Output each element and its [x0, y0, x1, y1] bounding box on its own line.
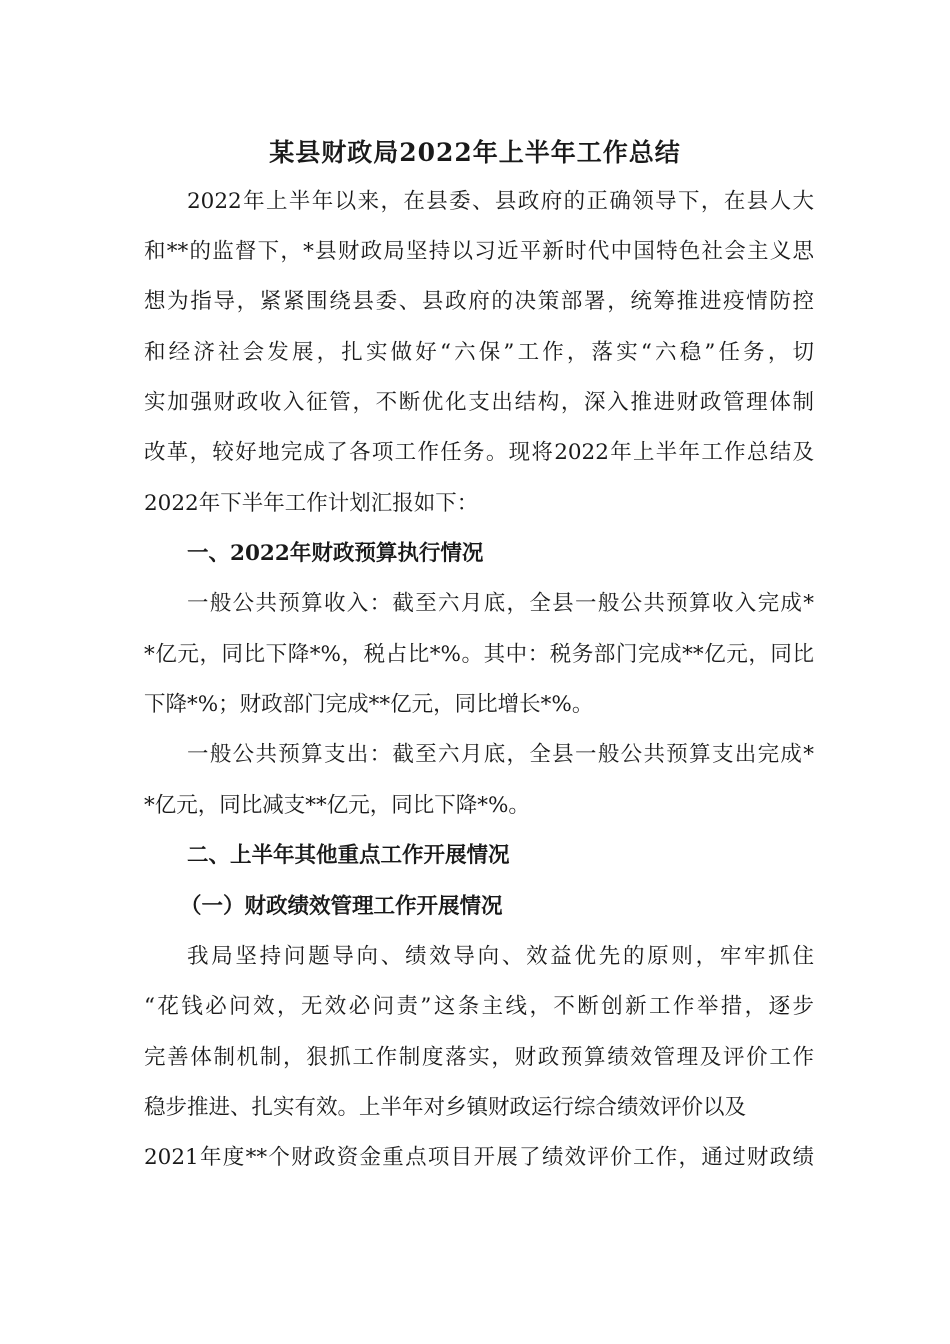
- intro-line: 2022年下半年工作计划汇报如下：: [144, 491, 479, 516]
- intro-line: 和**的监督下，*县财政局坚持以习近平新时代中国特色社会主义思: [144, 239, 814, 264]
- document-title: 某县财政局2022年上半年工作总结: [269, 138, 681, 167]
- performance-line: 完善体制机制，狠抓工作制度落实，财政预算绩效管理及评价工作: [144, 1045, 814, 1070]
- revenue-line: 一般公共预算收入：截至六月底，全县一般公共预算收入完成*: [187, 591, 814, 616]
- performance-line: “花钱必问效，无效必问责”这条主线，不断创新工作举措，逐步: [144, 994, 814, 1019]
- expenditure-line: 一般公共预算支出：截至六月底，全县一般公共预算支出完成*: [187, 742, 814, 767]
- intro-line: 想为指导，紧紧围绕县委、县政府的决策部署，统筹推进疫情防控: [144, 289, 814, 314]
- intro-line: 实加强财政收入征管，不断优化支出结构，深入推进财政管理体制: [144, 390, 814, 415]
- section-heading-key-work: 二、上半年其他重点工作开展情况: [187, 843, 510, 868]
- intro-line: 改革，较好地完成了各项工作任务。现将2022年上半年工作总结及: [144, 440, 814, 465]
- section-heading-budget-execution: 一、2022年财政预算执行情况: [187, 541, 484, 566]
- expenditure-line: *亿元，同比减支**亿元，同比下降*%。: [144, 793, 530, 818]
- revenue-line: *亿元，同比下降*%，税占比*%。其中：税务部门完成**亿元，同比: [144, 642, 814, 667]
- revenue-line: 下降*%；财政部门完成**亿元，同比增长*%。: [144, 692, 594, 717]
- intro-line: 和经济社会发展，扎实做好“六保”工作，落实“六稳”任务，切: [144, 340, 814, 365]
- performance-line: 稳步推进、扎实有效。上半年对乡镇财政运行综合绩效评价以及: [144, 1095, 747, 1120]
- performance-line: 2021年度**个财政资金重点项目开展了绩效评价工作，通过财政绩: [144, 1145, 814, 1170]
- subsection-heading-performance: （一）财政绩效管理工作开展情况: [180, 894, 503, 919]
- intro-line: 2022年上半年以来，在县委、县政府的正确领导下，在县人大: [187, 189, 814, 214]
- performance-line: 我局坚持问题导向、绩效导向、效益优先的原则，牢牢抓住: [187, 944, 814, 969]
